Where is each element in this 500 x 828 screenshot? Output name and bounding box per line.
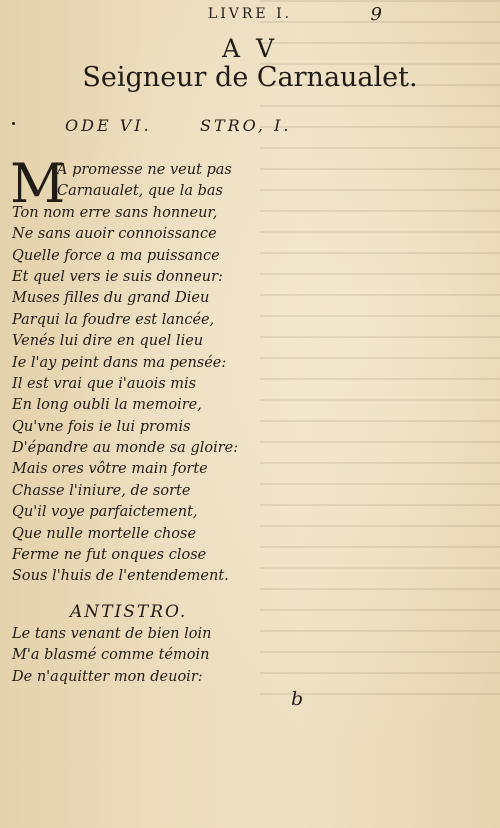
page-number: 9 bbox=[370, 4, 382, 25]
running-head: LIVRE I. bbox=[207, 6, 293, 22]
verse-line: Muses filles du grand Dieu bbox=[12, 290, 210, 307]
verse-line: M'a blasmé comme témoin bbox=[12, 647, 210, 664]
ode-label: ODE VI. bbox=[65, 116, 152, 135]
verse-line: D'épandre au monde sa gloire: bbox=[12, 440, 239, 457]
verse-line: Mais ores vôtre main forte bbox=[12, 461, 208, 478]
verse-line: Et quel vers ie suis donneur: bbox=[12, 268, 223, 285]
ode-heading bbox=[0, 116, 500, 136]
verse-line: Ton nom erre sans honneur, bbox=[12, 204, 218, 221]
strophe-label: STRO, I. bbox=[200, 116, 292, 135]
verse-line: En long oubli la memoire, bbox=[12, 397, 202, 414]
show-through bbox=[260, 0, 500, 700]
verse-line: Chasse l'iniure, de sorte bbox=[12, 482, 191, 499]
verse-line: Quelle force a ma puissance bbox=[12, 247, 220, 264]
verse-line: Ne sans auoir connoissance bbox=[12, 226, 217, 243]
stanza-2 bbox=[12, 624, 262, 688]
title-line-1: A V bbox=[221, 34, 279, 63]
verse-line: Qu'vne fois ie lui promis bbox=[12, 418, 191, 435]
verse-line: Ie l'ay peint dans ma pensée: bbox=[12, 354, 227, 371]
verse-line: Le tans venant de bien loin bbox=[12, 626, 212, 642]
verse-line: Parqui la foudre est lancée, bbox=[12, 311, 215, 328]
verse-line: Qu'il voye parfaictement, bbox=[12, 504, 198, 521]
verse-line: De n'aquitter mon deuoir: bbox=[12, 668, 203, 685]
verse-line: Ferme ne fut onques close bbox=[12, 547, 207, 564]
verse-line: Il est vrai que i'auois mis bbox=[12, 375, 197, 392]
verse-line: Que nulle mortelle chose bbox=[12, 525, 197, 542]
antistrophe-heading: ANTISTRO. bbox=[70, 602, 188, 622]
verse-line: Carnaualet, que la bas bbox=[57, 183, 223, 200]
signature-mark: b bbox=[291, 688, 304, 710]
verse-line: A promesse ne veut pas bbox=[57, 162, 232, 178]
verse-line: Venés lui dire en quel lieu bbox=[12, 333, 204, 350]
verse-line: Sous l'huis de l'entendement. bbox=[12, 568, 229, 585]
drop-cap: M bbox=[10, 152, 66, 215]
stanza-1 bbox=[12, 160, 262, 588]
title-line-2: Seigneur de Carnaualet. bbox=[82, 62, 418, 93]
ornament-dot bbox=[12, 122, 15, 125]
